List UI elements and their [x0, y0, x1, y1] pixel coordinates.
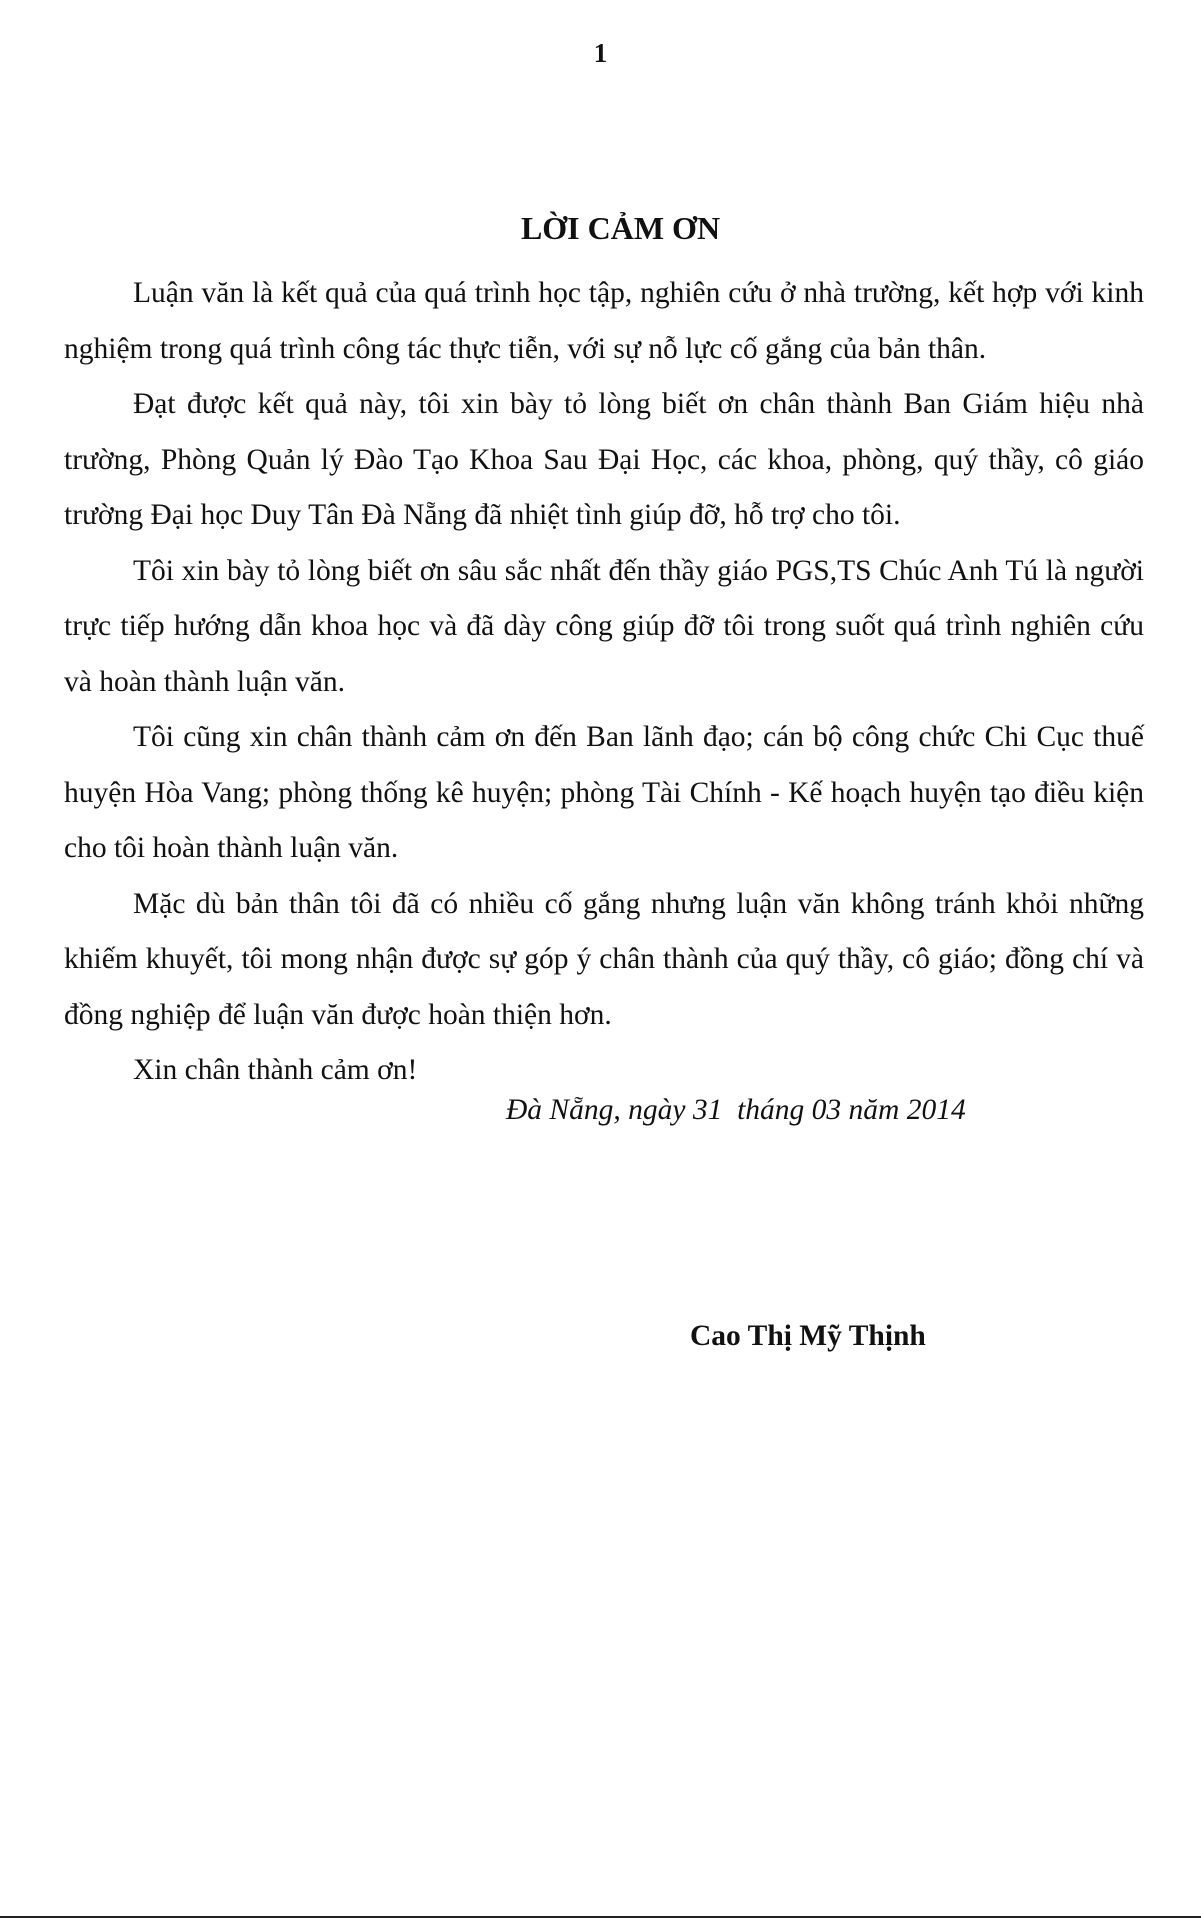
- paragraph-1: Luận văn là kết quả của quá trình học tập, nghiên cứu ở nhà trường, kết hợp với kinh nghiệm trong quá trình công tác thực tiễn, với sự nỗ lực cố gắng của bản thân.: [64, 277, 1144, 365]
- paragraph-5: Mặc dù bản thân tôi đã có nhiều cố gắng nhưng luận văn không tránh khỏi những khiếm khuyết, tôi mong nhận được sự góp ý chân thành của quý thầy, cô giáo; đồng chí và đồng nghiệp để luận văn được hoàn thiện hơn.: [64, 887, 1144, 1031]
- paragraph-3: Tôi xin bày tỏ lòng biết ơn sâu sắc nhất đến thầy giáo PGS,TS Chúc Anh Tú là người trực tiếp hướng dẫn khoa học và đã dày công giúp đỡ tôi trong suốt quá trình nghiên cứu và hoàn thành luận văn.: [64, 554, 1144, 698]
- acknowledgement-body: [64, 266, 1144, 1099]
- author-signature-name: Cao Thị Mỹ Thịnh: [690, 1320, 926, 1352]
- closing-line: Xin chân thành cảm ơn!: [133, 1054, 418, 1086]
- page-title: LỜI CẢM ƠN: [520, 210, 721, 246]
- page-bottom-divider: [0, 1916, 1201, 1918]
- page-number: 1: [593, 38, 608, 68]
- paragraph-4: Tôi cũng xin chân thành cảm ơn đến Ban lãnh đạo; cán bộ công chức Chi Cục thuế huyện Hòa Vang; phòng thống kê huyện; phòng Tài Chính - Kế hoạch huyện tạo điều kiện cho tôi hoàn thành luận văn.: [64, 721, 1144, 864]
- paragraph-2: Đạt được kết quả này, tôi xin bày tỏ lòng biết ơn chân thành Ban Giám hiệu nhà trường, Phòng Quản lý Đào Tạo Khoa Sau Đại Học, các khoa, phòng, quý thầy, cô giáo trường Đại học Duy Tân Đà Nẵng đã nhiệt tình giúp đỡ, hỗ trợ cho tôi.: [64, 388, 1144, 531]
- date-line: Đà Nẵng, ngày 31 tháng 03 năm 2014: [506, 1094, 966, 1126]
